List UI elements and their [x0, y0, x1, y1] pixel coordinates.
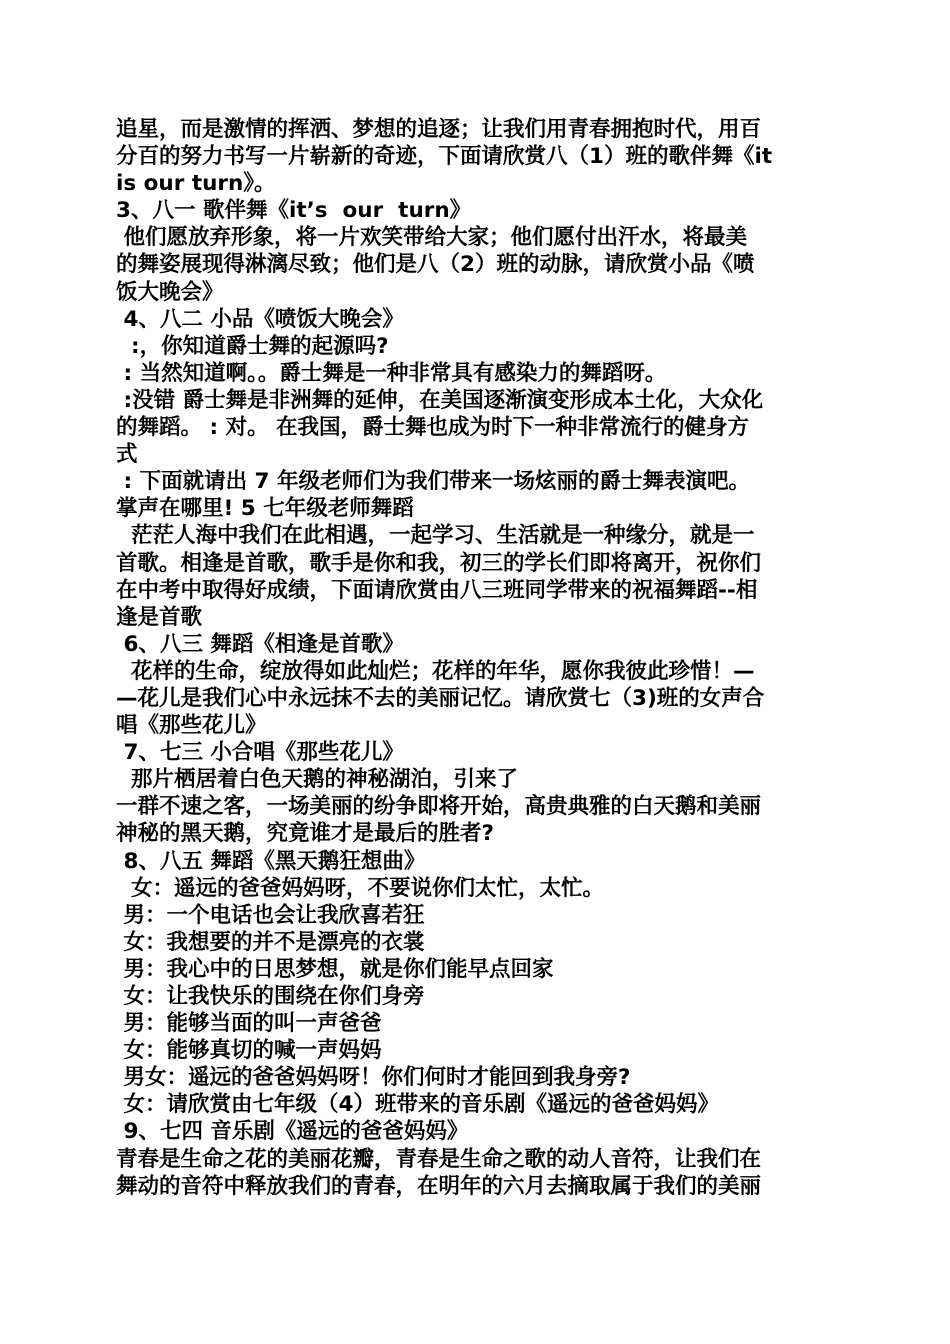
text-line: 一群不速之客，一场美丽的纷争即将开始，高贵典雅的白天鹅和美丽: [116, 794, 762, 820]
text-line: 神秘的黑天鹅，究竟谁才是最后的胜者?: [116, 821, 494, 847]
dialogue-line: : 当然知道啊。。爵士舞是一种非常具有感染力的舞蹈呀。: [116, 360, 667, 386]
text-line: 首歌。相逢是首歌，歌手是你和我，初三的学长们即将离开，祝你们: [116, 550, 762, 576]
program-item-heading: 9、七四 音乐剧《遥远的爸爸妈妈》: [116, 1119, 469, 1145]
text-line: 那片栖居着白色天鹅的神秘湖泊，引来了: [116, 767, 518, 793]
document-body: [116, 116, 838, 1200]
dialogue-line: 男：一个电话也会让我欣喜若狂: [116, 902, 425, 928]
text-line: is our turn》。: [116, 171, 276, 197]
dialogue-line: :没错 爵士舞是非洲舞的延伸，在美国逐渐演变形成本土化，大众化: [116, 387, 764, 413]
dialogue-line: 式: [116, 442, 138, 468]
text-line: 唱《那些花儿》: [116, 713, 267, 739]
text-line: —花儿是我们心中永远抹不去的美丽记忆。请欣赏七（3)班的女声合: [116, 685, 765, 711]
text-line: 逢是首歌: [116, 604, 203, 630]
text-line: 饭大晚会》: [116, 279, 224, 305]
dialogue-line: 女：请欣赏由七年级（4）班带来的音乐剧《遥远的爸爸妈妈》: [116, 1092, 719, 1118]
text-line: 他们愿放弃形象，将一片欢笑带给大家；他们愿付出汗水，将最美: [116, 225, 747, 251]
dialogue-line: 的舞蹈。 : 对。 在我国，爵士舞也成为时下一种非常流行的健身方: [116, 415, 750, 441]
program-item-heading: 4、八二 小品《喷饭大晚会》: [116, 306, 404, 332]
text-line: 花样的生命，绽放得如此灿烂；花样的年华，愿你我彼此珍惜！—: [116, 658, 755, 684]
text-line: 茫茫人海中我们在此相遇，一起学习、生活就是一种缘分，就是一: [116, 523, 755, 549]
program-item-heading: 8、八五 舞蹈《黑天鹅狂想曲》: [116, 848, 426, 874]
dialogue-line: 女：遥远的爸爸妈妈呀，不要说你们太忙，太忙。: [116, 875, 604, 901]
program-item-heading: 7、七三 小合唱《那些花儿》: [116, 740, 404, 766]
program-item-heading: 6、八三 舞蹈《相逢是首歌》: [116, 631, 404, 657]
program-item-heading: 掌声在哪里! 5 七年级老师舞蹈: [116, 496, 414, 522]
dialogue-line: 男：我心中的日思梦想，就是你们能早点回家: [116, 956, 554, 982]
text-line: 的舞姿展现得淋漓尽致；他们是八（2）班的动脉，请欣赏小品《喷: [116, 252, 755, 278]
text-line: 青春是生命之花的美丽花瓣，青春是生命之歌的动人音符，让我们在: [116, 1146, 762, 1172]
dialogue-line: 女：我想要的并不是漂亮的衣裳: [116, 929, 425, 955]
text-line: 追星，而是激情的挥洒、梦想的追逐；让我们用青春拥抱时代，用百: [116, 117, 762, 142]
text-line: 舞动的音符中释放我们的青春，在明年的六月去摘取属于我们的美丽: [116, 1173, 762, 1199]
dialogue-line: 女：让我快乐的围绕在你们身旁: [116, 984, 425, 1009]
dialogue-line: 女：能够真切的喊一声妈妈: [116, 1038, 382, 1064]
text-line: 分百的努力书写一片崭新的奇迹，下面请欣赏八（1）班的歌伴舞《it: [116, 144, 773, 170]
dialogue-line: :，你知道爵士舞的起源吗?: [116, 333, 389, 359]
text-line: 在中考中取得好成绩，下面请欣赏由八三班同学带来的祝福舞蹈--相: [116, 577, 758, 603]
dialogue-line: : 下面就请出 7 年级老师们为我们带来一场炫丽的爵士舞表演吧。: [116, 469, 751, 495]
program-item-heading: 3、八一 歌伴舞《it’s our turn》: [116, 198, 472, 224]
dialogue-line: 男：能够当面的叫一声爸爸: [116, 1011, 382, 1037]
dialogue-line: 男女：遥远的爸爸妈妈呀！你们何时才能回到我身旁?: [116, 1065, 631, 1091]
